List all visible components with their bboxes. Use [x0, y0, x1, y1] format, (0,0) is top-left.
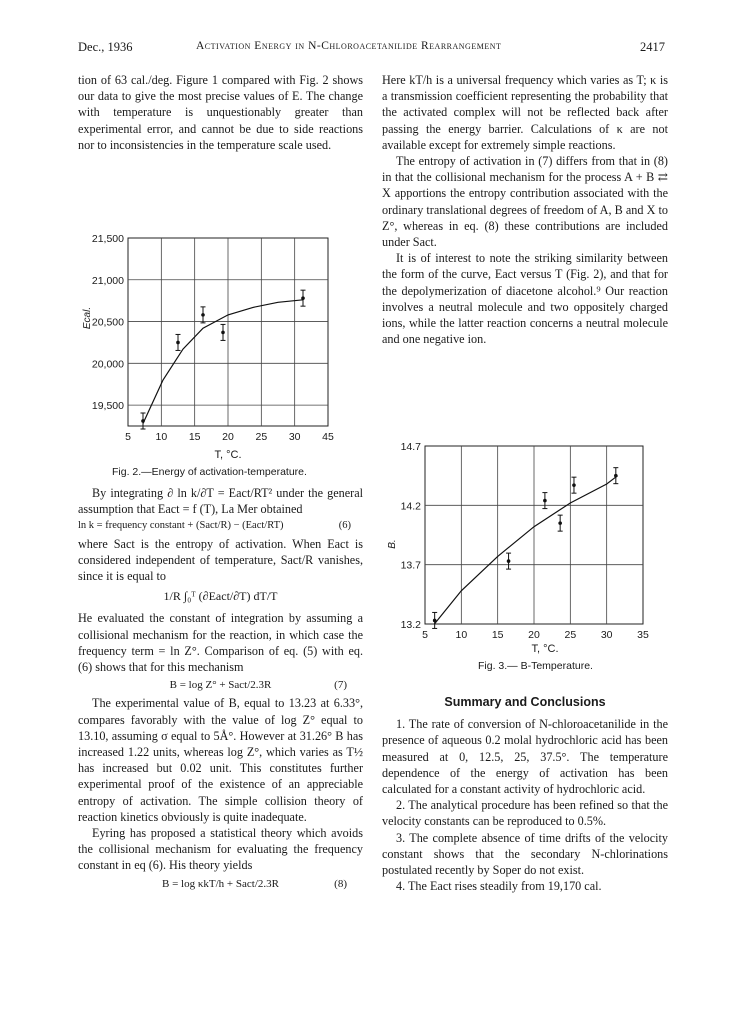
paragraph-evaluated: He evaluated the constant of integration by assuming a collisional mechanism for the reaction, in which case the frequency term = ln Z°. Comparison of eq. (5) with eq. (6) shows that for this mechanism: [78, 611, 363, 675]
paragraph-eyring: Eyring has proposed a statistical theory which avoids the collisional mechanism for evaluating the frequency constant in eq (6). His theory yields: [78, 826, 363, 873]
data-point: [221, 331, 225, 335]
paragraph-here: Here kT/h is a universal frequency which varies as T; κ is a transmission coefficient representing the probability that the activated complex will not be reflected back after passing the energy barrier. Calculations of κ are not available except for extremely simple reactions.: [382, 73, 668, 152]
data-point: [176, 341, 180, 345]
x-tick-label: 10: [455, 629, 468, 641]
y-tick-label: 14.2: [400, 500, 421, 513]
data-point: [543, 499, 547, 503]
y-tick-label: 19,500: [91, 400, 124, 413]
equation-8-text: B = log κkT/h + Sact/2.3R: [162, 877, 279, 890]
y-tick-label: 20,500: [91, 316, 124, 329]
x-tick-label: 15: [188, 431, 201, 443]
fig3-y-ticks: [401, 441, 422, 631]
fig2-y-label: Ecal.: [82, 306, 93, 330]
equation-7-text: B = log Z° + Sact/2.3R: [169, 679, 272, 692]
paragraph-interest: It is of interest to note the striking similarity between the form of the curve, Eact versus T (Fig. 2), and that for the depolymerization of diacetone alcohol.⁹ Our reaction involves a neutral molecule and two oppositely charged ions, while the latter reaction concerns a neutral molecule and one negative ion.: [382, 251, 668, 347]
paragraph-entropy: The entropy of activation in (7) differs from that in (8) in that the collisional mechanism for the process A + B ⇄ X apportions the entropy contribution associated with the ordinary translational degrees of freedom of A, B and X to Z°, whereas in eq. (8) these contributions are included under Sact.: [382, 154, 668, 250]
fig2-x-ticks: [125, 431, 334, 443]
x-tick-label: 10: [155, 431, 168, 443]
header-page-number: 2417: [640, 40, 665, 54]
x-tick-label: 30: [600, 629, 613, 641]
fig3-x-ticks: [422, 629, 649, 641]
right-column-top: [382, 72, 668, 347]
paragraph-integrating: By integrating ∂ ln k/∂T = Eact/RT² under the general assumption that Eact = f (T), La Mer obtained: [78, 486, 363, 517]
page-header: [0, 40, 745, 60]
data-point: [433, 619, 437, 623]
data-point: [558, 521, 562, 525]
x-tick-label: 15: [491, 629, 504, 641]
x-tick-label: 30: [288, 431, 301, 443]
fig2-grid: [128, 238, 328, 426]
fig2-points: [141, 290, 306, 429]
data-point: [141, 419, 145, 423]
fig2-x-label: T, °C.: [214, 449, 242, 461]
left-column-body: [78, 485, 363, 894]
fig2-y-ticks: [92, 233, 124, 412]
x-tick-label: 25: [255, 431, 268, 443]
x-tick-label: 20: [528, 629, 540, 641]
data-point: [507, 559, 511, 563]
fig2-chart: [78, 228, 368, 464]
equation-7: [78, 677, 363, 693]
left-column-intro: [78, 72, 363, 153]
x-tick-label: 45: [322, 431, 334, 443]
fig3-curve: [434, 476, 617, 624]
equation-6-number: (6): [338, 520, 351, 532]
data-point: [201, 313, 205, 317]
x-tick-label: 5: [422, 629, 428, 641]
header-title: Activation Energy in N-Chloroacetanilide Rearrangement: [196, 40, 502, 52]
paragraph-where: where Sact is the entropy of activation. When Eact is considered independent of temperature, Sact/R vanishes, since it is equal to: [78, 536, 363, 584]
equation-7-number: (7): [334, 679, 347, 692]
summary-heading: Summary and Conclusions: [444, 695, 606, 709]
header-date: Dec., 1936: [78, 40, 133, 54]
paragraph-intro: tion of 63 cal./deg. Figure 1 compared with Fig. 2 shows our data to give the most precise values of E. The change with temperature is unquestionably greater than experimental error, and cannot be due to side reactions nor to inconsistencies in the temperature scale used.: [78, 73, 363, 152]
data-point: [301, 296, 305, 300]
y-tick-label: 13.7: [400, 559, 421, 572]
fig3-caption: Fig. 3.— B-Temperature.: [478, 660, 593, 672]
integral-expression: 1/R ∫₀ᵀ (∂Eact/∂T) dT/T: [163, 589, 278, 604]
summary-item-3: 3. The complete absence of time drifts of the velocity constant shows that the secondary N-chlorinations postulated recently by Soper do not exist.: [382, 830, 668, 878]
data-point: [614, 474, 618, 478]
data-point: [572, 483, 576, 487]
data-curve: [434, 476, 617, 624]
equation-6-text: ln k = frequency constant + (Sact/R) − (Eact/RT): [78, 520, 284, 532]
x-tick-label: 5: [125, 431, 131, 443]
fig2-caption: Fig. 2.—Energy of activation-temperature.: [112, 466, 307, 478]
equation-8-number: (8): [334, 877, 347, 890]
x-tick-label: 20: [222, 431, 234, 443]
equation-8: [78, 876, 363, 892]
summary-item-2: 2. The analytical procedure has been refined so that the velocity constants can be reproduced to 0.5%.: [382, 798, 668, 829]
y-tick-label: 21,500: [91, 233, 124, 245]
right-column-summary: [382, 690, 668, 894]
y-tick-label: 20,000: [91, 358, 124, 371]
summary-item-1: 1. The rate of conversion of N-chloroacetanilide in the presence of aqueous 0.2 molal hydrochloric acid has been measured at 0, 12.5, 25, 37.5°. The temperature dependence of the energy of activation has been calculated for a constant activity of hydrochloric acid.: [382, 717, 668, 797]
fig3-points: [432, 468, 618, 629]
y-tick-label: 14.7: [400, 441, 421, 453]
fig3-chart: [385, 436, 675, 656]
paragraph-experimental: The experimental value of B, equal to 13.23 at 6.33°, compares favorably with the value of log Z° equal to 13.10, assuming σ equal to 5Å°. However at 31.26° B has increased 1.22 units, whereas log Z°, which varies as T½ has increased but 0.02 unit. This constitutes further experimental proof of the existence of an appreciable entropy of activation. The simple collision theory of reaction kinetics obviously is quite inadequate.: [78, 696, 363, 824]
x-tick-label: 35: [637, 629, 649, 641]
fig3-x-label: T, °C.: [531, 643, 559, 655]
x-tick-label: 25: [564, 629, 577, 641]
fig3-y-label: B.: [387, 539, 398, 549]
fig3-grid: [425, 446, 643, 624]
y-tick-label: 21,000: [91, 274, 124, 287]
equation-6: [78, 518, 363, 534]
y-tick-label: 13.2: [400, 619, 421, 631]
summary-item-4: 4. The Eact rises steadily from 19,170 cal.: [396, 879, 602, 894]
